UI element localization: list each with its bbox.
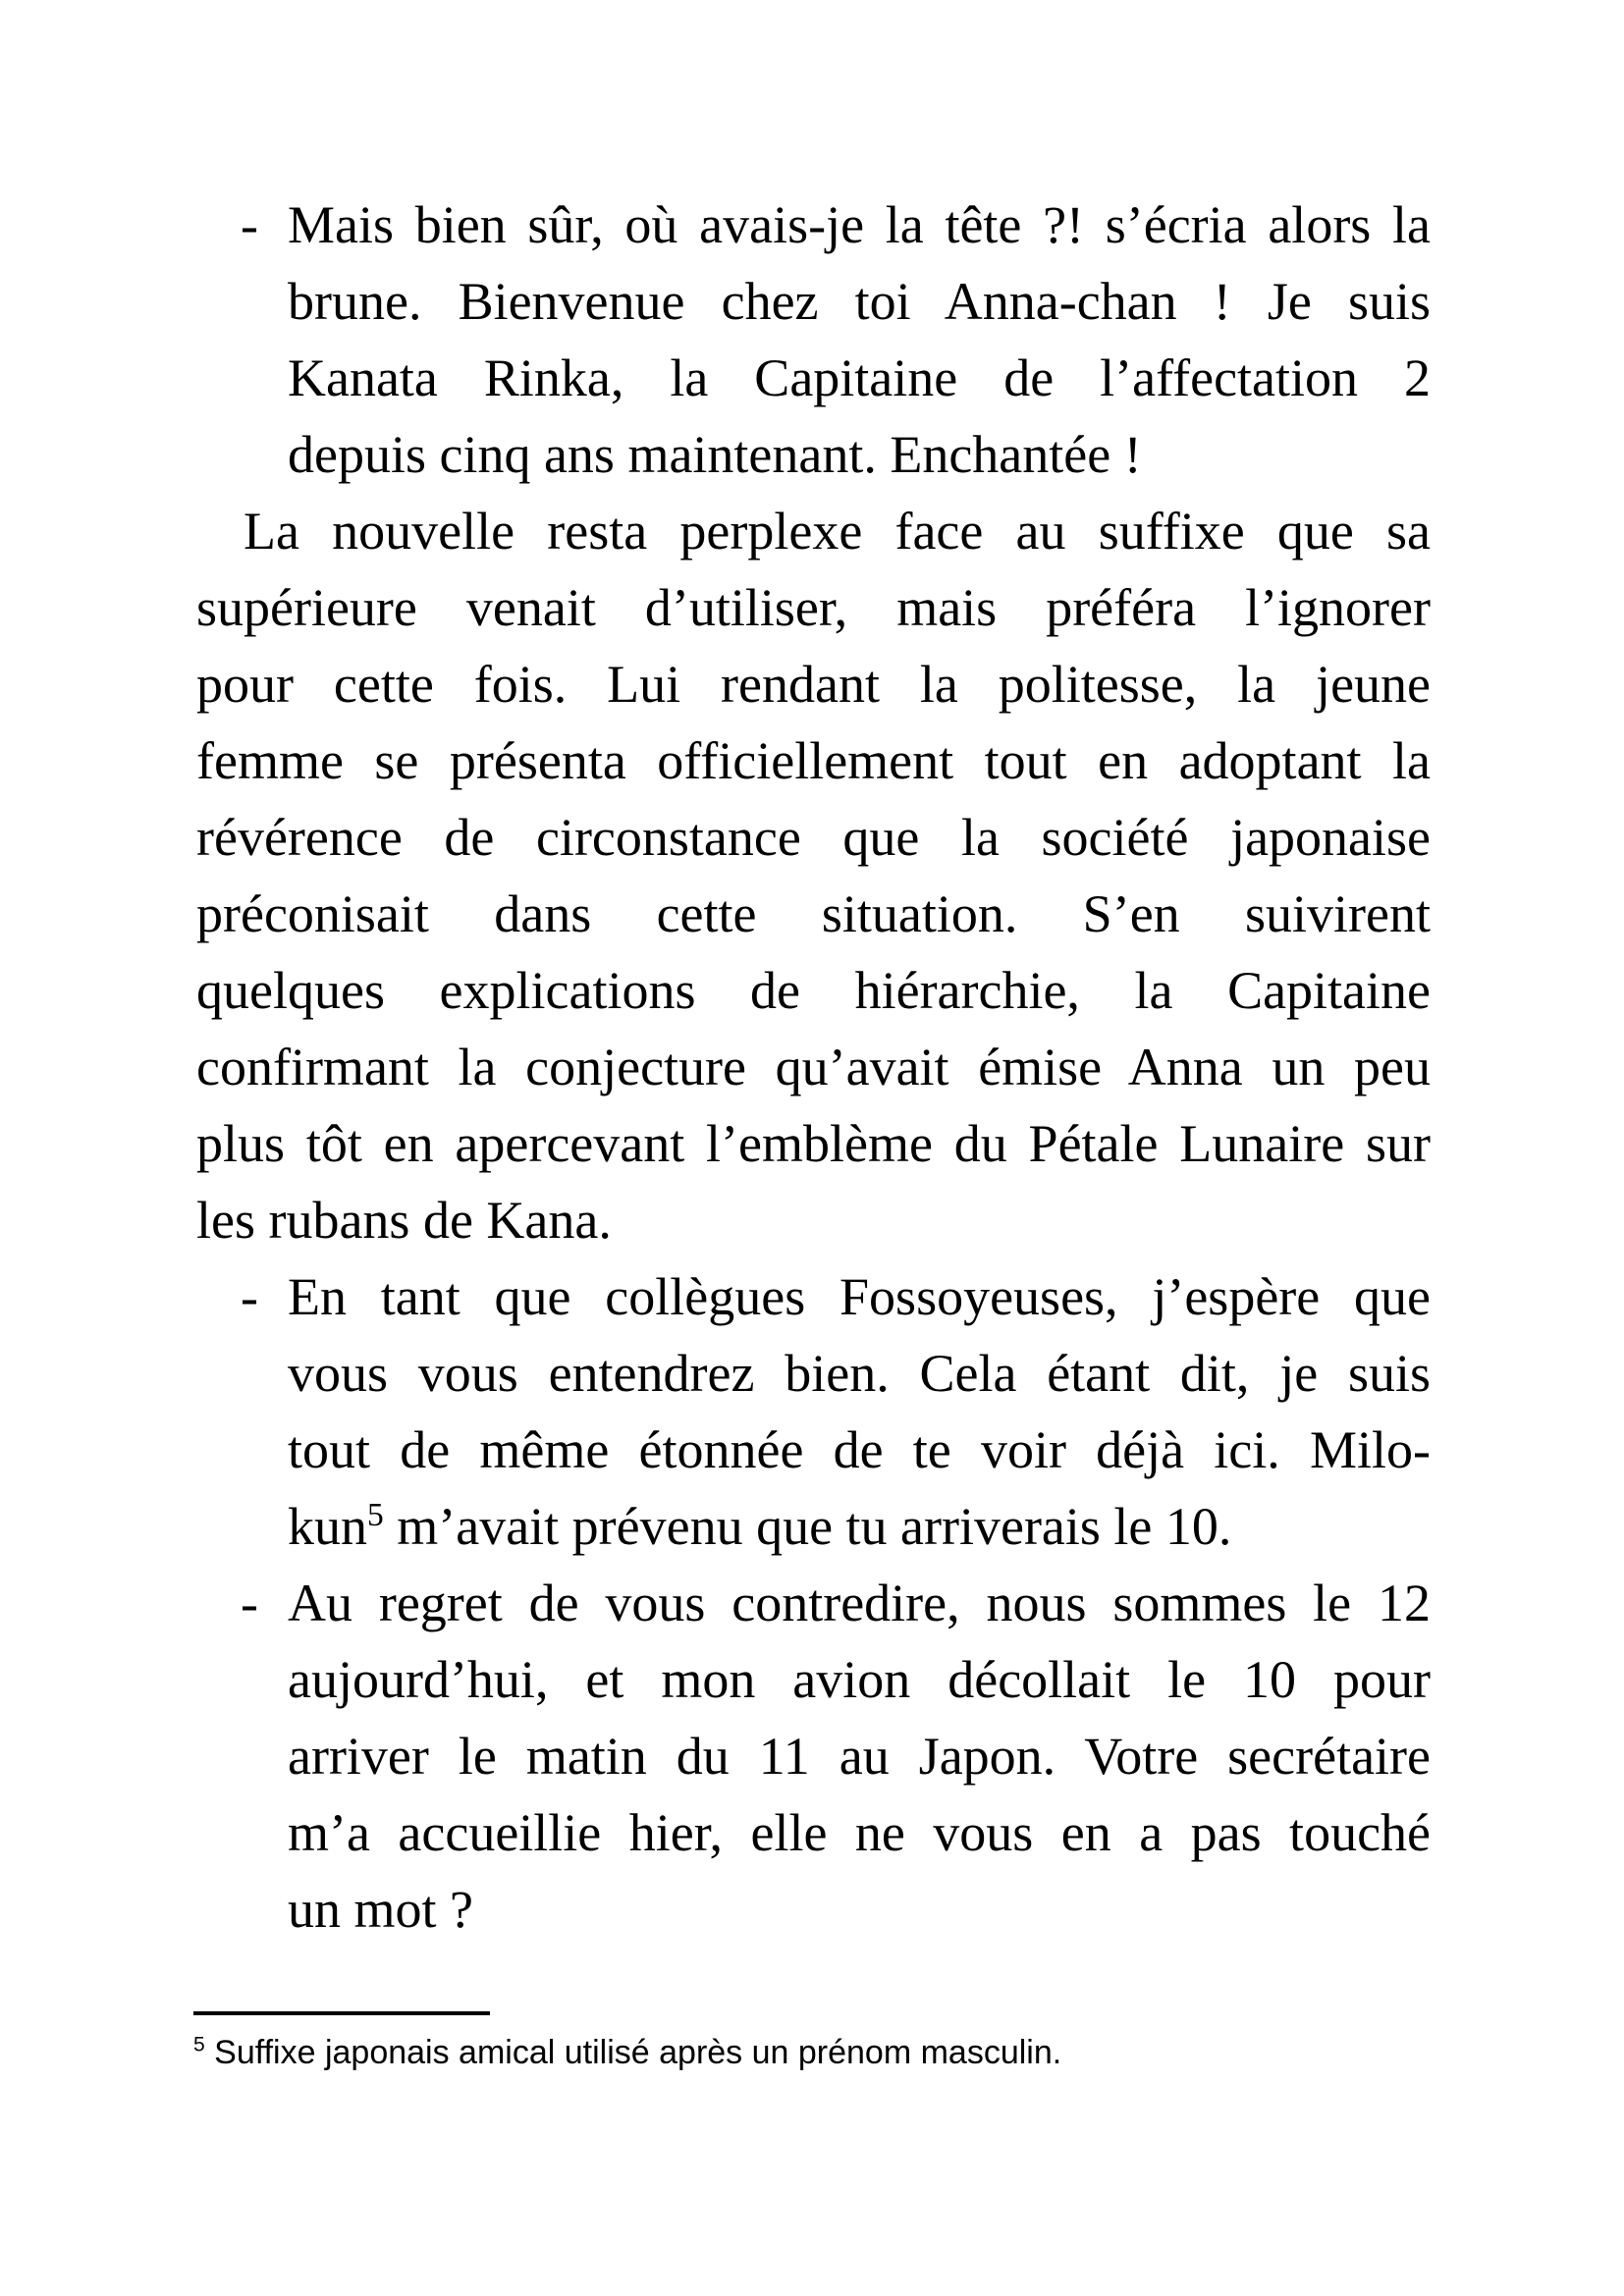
text-segment: m’avait prévenu que tu arriverais le 10. — [383, 1497, 1232, 1556]
text-line: Mais bien sûr, où avais-je la tête ?! s’écria alors la — [288, 195, 1431, 254]
footnote-text: Suffixe japonais amical utilisé après un prénom masculin. — [204, 2034, 1062, 2071]
text-line: En tant que collègues Fossoyeuses, j’espère que — [288, 1267, 1431, 1326]
text-line: Kanata Rinka, la Capitaine de l’affectation 2 — [288, 348, 1431, 407]
text-line: supérieure venait d’utiliser, mais préféra l’ignorer — [196, 578, 1431, 637]
footnote-number: 5 — [193, 2033, 205, 2056]
text-line: préconisait dans cette situation. S’en suivirent — [196, 884, 1431, 943]
text-line: tout de même étonnée de te voir déjà ici. Milo- — [288, 1420, 1431, 1479]
dialogue-dash-marker: - — [241, 195, 258, 254]
text-block — [196, 187, 1431, 1948]
text-line: un mot ? — [288, 1880, 473, 1939]
text-line: révérence de circonstance que la société japonaise — [196, 808, 1431, 867]
text-line: depuis cinq ans maintenant. Enchantée ! — [288, 425, 1142, 484]
footnote-area — [193, 2011, 1428, 2074]
paragraph-dialogue-3 — [196, 1565, 1431, 1948]
footnote-separator — [193, 2011, 490, 2015]
text-line: plus tôt en apercevant l’emblème du Pétale Lunaire sur — [196, 1114, 1431, 1173]
text-line: les rubans de Kana. — [196, 1191, 612, 1250]
text-line: quelques explications de hiérarchie, la Capitaine — [196, 961, 1431, 1020]
text-line: vous vous entendrez bien. Cela étant dit, je suis — [288, 1344, 1431, 1403]
dialogue-dash-marker: - — [241, 1574, 258, 1632]
paragraph-dialogue-1 — [196, 187, 1431, 493]
text-line: aujourd’hui, et mon avion décollait le 10 pour — [288, 1650, 1431, 1709]
dialogue-dash-marker: - — [241, 1267, 258, 1326]
paragraph-body-1 — [196, 493, 1431, 1258]
text-line: pour cette fois. Lui rendant la politesse, la jeune — [196, 655, 1431, 714]
text-line: Au regret de vous contredire, nous sommes le 12 — [288, 1574, 1431, 1632]
paragraph-dialogue-2 — [196, 1258, 1431, 1565]
footnote-reference-superscript: 5 — [367, 1497, 384, 1533]
text-line: m’a accueillie hier, elle ne vous en a pas touché — [288, 1803, 1431, 1862]
text-line — [288, 1488, 1431, 1565]
text-line: brune. Bienvenue chez toi Anna-chan ! Je suis — [288, 272, 1431, 331]
text-line: arriver le matin du 11 au Japon. Votre secrétaire — [288, 1727, 1431, 1786]
text-line: femme se présenta officiellement tout en adoptant la — [196, 731, 1431, 790]
text-line: La nouvelle resta perplexe face au suffixe que sa — [244, 502, 1431, 561]
footnote — [193, 2031, 1428, 2074]
text-segment: kun — [288, 1497, 367, 1556]
text-line: confirmant la conjecture qu’avait émise Anna un peu — [196, 1038, 1431, 1096]
